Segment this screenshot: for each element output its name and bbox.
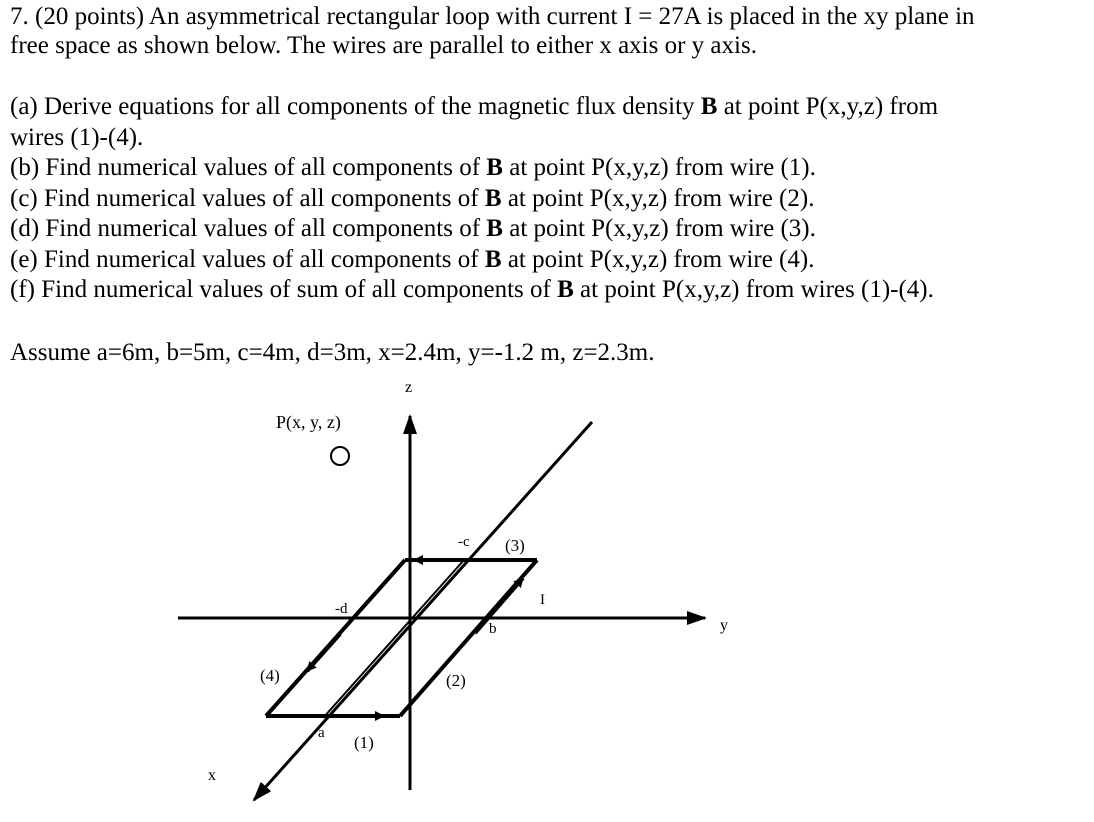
- axis-y-label: y: [720, 617, 728, 634]
- part-text: (d) Find numerical values of all components of: [10, 215, 487, 242]
- part-text: at point P(x,y,z) from wire (2).: [501, 185, 815, 212]
- reference-line: [323, 560, 464, 718]
- assumption-line: Assume a=6m, b=5m, c=4m, d=3m, x=2.4m, y=-1.2 m, z=2.3m.: [10, 339, 655, 366]
- label-a: a: [318, 725, 325, 741]
- wire-4-label: (4): [260, 666, 280, 685]
- part-text: (b) Find numerical values of all components of: [10, 154, 487, 181]
- bold-vector-b: B: [486, 154, 503, 181]
- part-text: at point P(x,y,z) from wire (1).: [502, 154, 816, 181]
- part-text: (c) Find numerical values of all components of: [10, 185, 485, 212]
- problem-intro-line-2: free space as shown below. The wires are parallel to either x axis or y axis.: [10, 32, 757, 59]
- part-text: at point P(x,y,z) from wires (1)-(4).: [573, 276, 934, 303]
- bold-vector-b: B: [557, 276, 574, 303]
- part-text: wires (1)-(4).: [10, 124, 144, 151]
- bold-vector-b: B: [486, 215, 503, 242]
- label-b: b: [489, 621, 497, 637]
- point-p-label: P(x, y, z): [276, 412, 341, 432]
- x-axis: [254, 422, 592, 800]
- part-text: at point P(x,y,z) from wire (4).: [501, 246, 815, 273]
- label-minus-d: -d: [335, 601, 348, 617]
- label-current-i: I: [540, 592, 545, 608]
- bold-vector-b: B: [700, 93, 718, 120]
- axis-z-label: z: [405, 379, 413, 396]
- wire-1-label: (1): [354, 733, 374, 752]
- bold-vector-b: B: [484, 246, 502, 273]
- part-text: (e) Find numerical values of all components of: [10, 246, 485, 273]
- problem-intro-line-1: 7. (20 points) An asymmetrical rectangular loop with current I = 27A is placed in the xy plane in: [10, 3, 975, 30]
- point-p-marker: [331, 447, 349, 465]
- wire-2-label: (2): [446, 671, 466, 690]
- current-arrow-wire-4: [307, 634, 340, 671]
- part-text: (a) Derive equations for all components of the magnetic flux density: [10, 93, 701, 120]
- axis-x-label: x: [208, 767, 216, 784]
- label-minus-c: -c: [458, 534, 470, 550]
- part-text: (f) Find numerical values of sum of all components of: [10, 276, 558, 303]
- part-text: at point P(x,y,z) from wire (3).: [502, 215, 816, 242]
- bold-vector-b: B: [484, 185, 502, 212]
- part-text: at point P(x,y,z) from: [717, 93, 939, 120]
- wire-3-label: (3): [505, 536, 525, 555]
- current-arrow-wire-2: [475, 578, 523, 633]
